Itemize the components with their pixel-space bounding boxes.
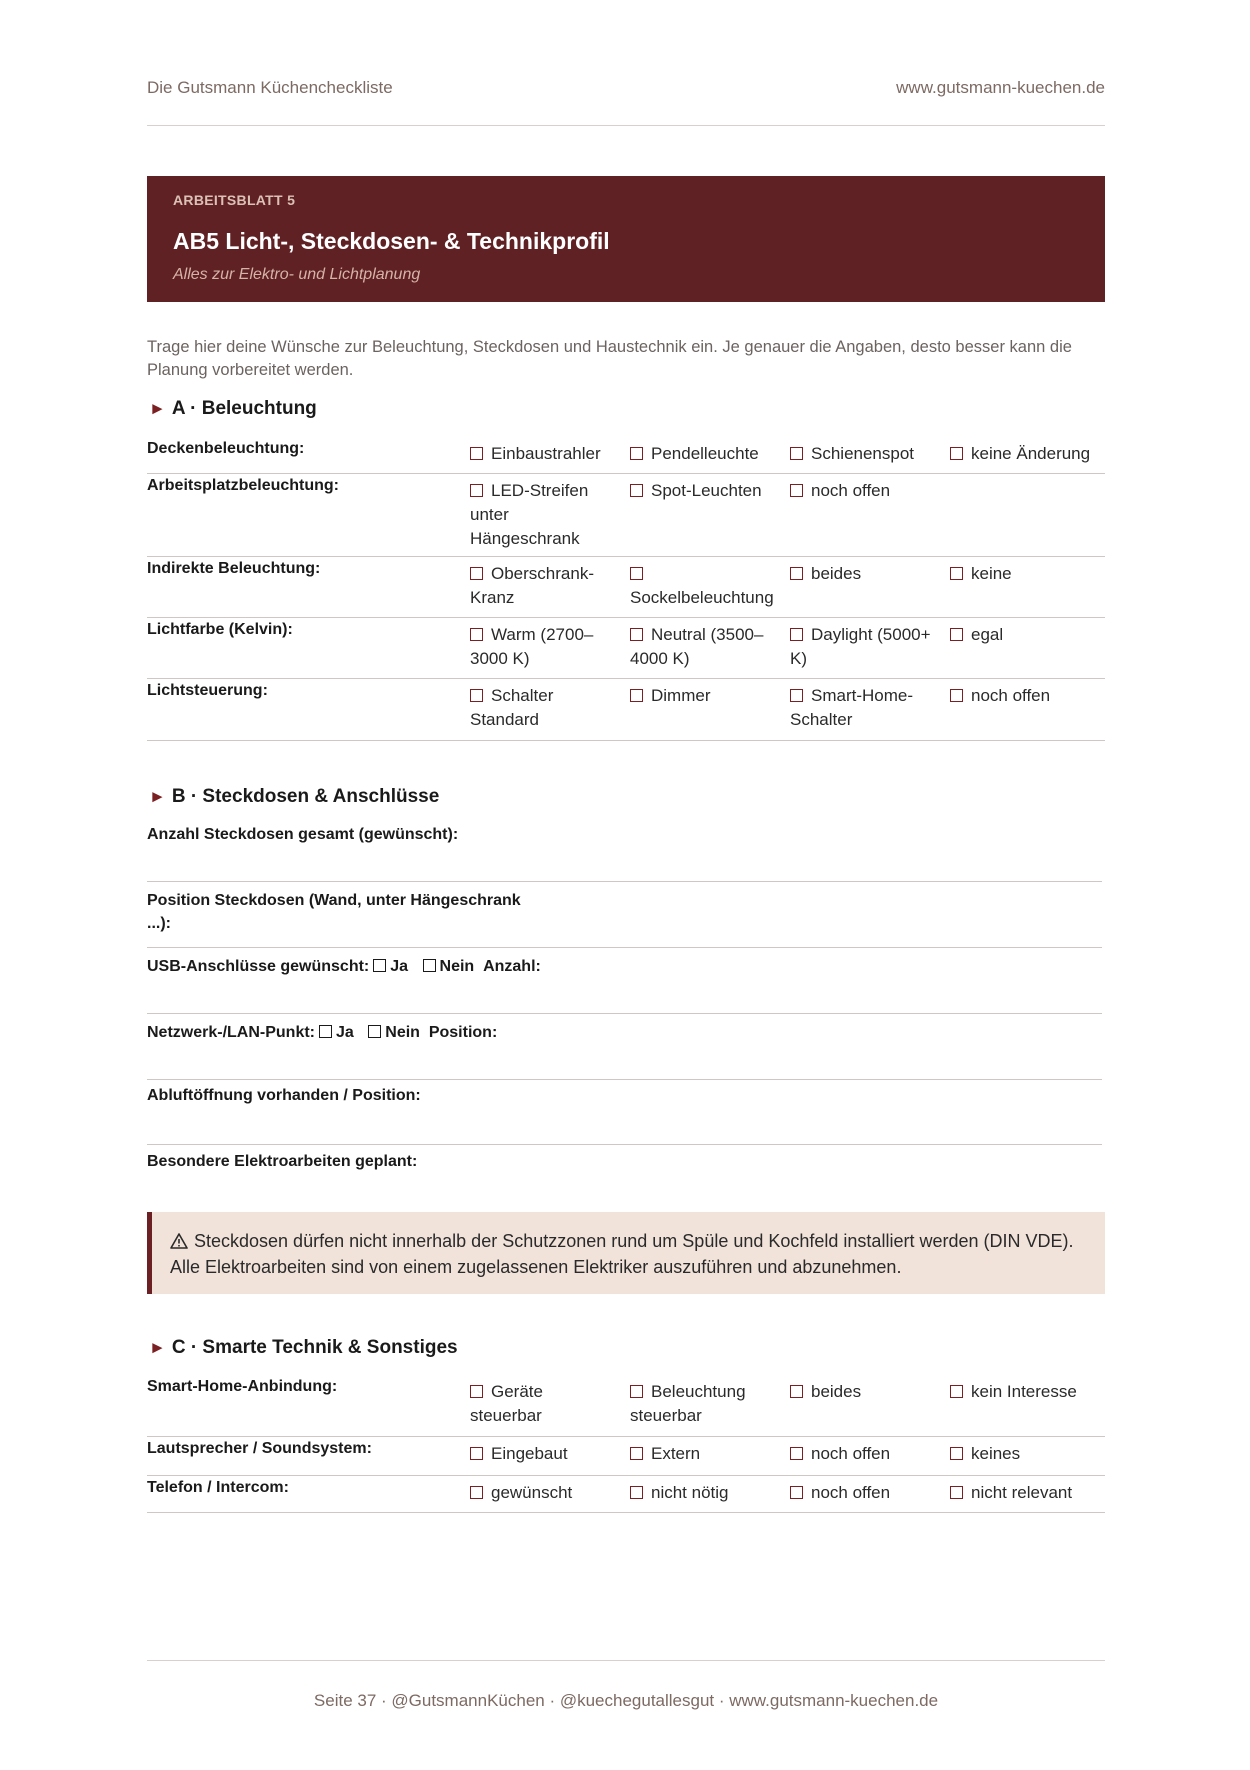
- checkbox-icon[interactable]: [319, 1025, 332, 1038]
- checkbox-icon[interactable]: [630, 447, 643, 460]
- checkbox-option[interactable]: nicht relevant: [950, 1481, 1100, 1505]
- checkbox-option[interactable]: noch offen: [790, 1442, 940, 1466]
- row-label: Smart-Home-Anbindung:: [147, 1378, 338, 1395]
- checkbox-icon[interactable]: [950, 689, 963, 702]
- checkbox-icon[interactable]: [790, 689, 803, 702]
- special-works-field[interactable]: [147, 1150, 1102, 1180]
- checkbox-option[interactable]: noch offen: [790, 1481, 940, 1505]
- checkbox-option[interactable]: noch offen: [790, 479, 940, 503]
- checkbox-icon[interactable]: [423, 959, 436, 972]
- checkbox-option[interactable]: Geräte steuerbar: [470, 1382, 543, 1425]
- section-marker-icon: ►: [149, 1338, 166, 1357]
- checkbox-icon[interactable]: [470, 1447, 483, 1460]
- checkbox-option[interactable]: gewünscht: [470, 1481, 620, 1505]
- section-marker-icon: ►: [149, 787, 166, 806]
- checkbox-icon[interactable]: [790, 484, 803, 497]
- checkbox-icon[interactable]: [470, 628, 483, 641]
- checkbox-icon[interactable]: [470, 1385, 483, 1398]
- checkbox-icon[interactable]: [630, 1447, 643, 1460]
- checkbox-option[interactable]: Beleuchtung steuerbar: [630, 1382, 746, 1425]
- page-footer: [147, 1660, 1105, 1710]
- row-label: Deckenbeleuchtung:: [147, 440, 305, 457]
- page-header: [147, 74, 1105, 126]
- field-label: Abluftöffnung vorhanden / Position:: [147, 1087, 421, 1104]
- intro-text: Trage hier deine Wünsche zur Beleuchtung, Steckdosen und Haustechnik ein. Je genauer die Angaben, desto besser kann die Planung vorbereitet werden.: [147, 338, 1072, 379]
- checkbox-icon[interactable]: [470, 689, 483, 702]
- footer-text: Seite 37 · @GutsmannKüchen · @kuechegutallesgut · www.gutsmann-kuechen.de: [313, 1691, 939, 1710]
- checkbox-icon[interactable]: [950, 628, 963, 641]
- website-link[interactable]: www.gutsmann-kuechen.de: [896, 78, 1105, 97]
- row-label: Lautsprecher / Soundsystem:: [147, 1440, 372, 1457]
- checkbox-option[interactable]: nicht nötig: [630, 1481, 780, 1505]
- safety-notice: [147, 1212, 1105, 1294]
- checkbox-icon[interactable]: [630, 1385, 643, 1398]
- lan-field[interactable]: [147, 1021, 1102, 1080]
- checkbox-icon[interactable]: [790, 447, 803, 460]
- row-label: Indirekte Beleuchtung:: [147, 560, 321, 577]
- row-label: Telefon / Intercom:: [147, 1479, 289, 1496]
- checkbox-icon[interactable]: [470, 567, 483, 580]
- checkbox-option[interactable]: Pendelleuchte: [630, 442, 780, 466]
- checkbox-option[interactable]: Smart-Home-Schalter: [790, 686, 914, 729]
- row-label: Lichtfarbe (Kelvin):: [147, 621, 293, 638]
- checkbox-option[interactable]: Sockelbeleuchtung: [630, 562, 780, 610]
- checkbox-icon[interactable]: [470, 1486, 483, 1499]
- checkbox-icon[interactable]: [470, 447, 483, 460]
- document-title: Die Gutsmann Küchencheckliste: [147, 78, 393, 97]
- checkbox-icon[interactable]: [950, 447, 963, 460]
- checkbox-icon[interactable]: [790, 1447, 803, 1460]
- section-a-title: ► A · Beleuchtung: [149, 398, 317, 419]
- checkbox-option[interactable]: Einbaustrahler: [470, 442, 620, 466]
- checkbox-icon[interactable]: [790, 1385, 803, 1398]
- worksheet-kicker: ARBEITSBLATT 5: [173, 192, 296, 208]
- checkbox-icon[interactable]: [630, 567, 643, 580]
- table-row: [147, 1375, 1105, 1437]
- checkbox-icon[interactable]: [630, 628, 643, 641]
- table-row: [147, 679, 1105, 741]
- checkbox-icon[interactable]: [950, 567, 963, 580]
- field-label: USB-Anschlüsse gewünscht: Ja Nein Anzahl:: [147, 958, 541, 975]
- table-row: [147, 557, 1105, 618]
- checkbox-icon[interactable]: [790, 1486, 803, 1499]
- checkbox-option[interactable]: Eingebaut: [470, 1442, 620, 1466]
- checkbox-option[interactable]: kein Interesse: [950, 1380, 1100, 1404]
- checkbox-option[interactable]: Neutral (3500–4000 K): [630, 625, 764, 668]
- checkbox-icon[interactable]: [373, 959, 386, 972]
- smart-tech-table: [147, 1375, 1105, 1513]
- checkbox-option[interactable]: egal: [950, 623, 1100, 647]
- field-label: Position Steckdosen (Wand, unter Hängeschrank ...):: [147, 892, 521, 932]
- lighting-table: [147, 437, 1105, 741]
- checkbox-option[interactable]: beides: [790, 562, 940, 586]
- row-label: Arbeitsplatzbeleuchtung:: [147, 477, 340, 494]
- checkbox-icon[interactable]: [950, 1385, 963, 1398]
- checkbox-option[interactable]: Warm (2700–3000 K): [470, 625, 594, 668]
- usb-field[interactable]: [147, 955, 1102, 1014]
- checkbox-option[interactable]: keine Änderung: [950, 442, 1100, 466]
- checkbox-option[interactable]: Dimmer: [630, 684, 780, 708]
- checkbox-option[interactable]: Schienenspot: [790, 442, 940, 466]
- checkbox-icon[interactable]: [630, 689, 643, 702]
- table-row: [147, 474, 1105, 557]
- checkbox-icon[interactable]: [368, 1025, 381, 1038]
- field-label: Besondere Elektroarbeiten geplant:: [147, 1153, 418, 1170]
- checkbox-option[interactable]: noch offen: [950, 684, 1100, 708]
- checkbox-icon[interactable]: [950, 1486, 963, 1499]
- socket-count-field[interactable]: [147, 823, 1102, 882]
- checkbox-option[interactable]: keine: [950, 562, 1100, 586]
- checkbox-option[interactable]: Oberschrank-Kranz: [470, 564, 594, 607]
- checkbox-icon[interactable]: [470, 484, 483, 497]
- checkbox-option[interactable]: Extern: [630, 1442, 780, 1466]
- checkbox-icon[interactable]: [790, 628, 803, 641]
- section-marker-icon: ►: [149, 399, 166, 418]
- checkbox-option[interactable]: keines: [950, 1442, 1100, 1466]
- table-row: [147, 618, 1105, 679]
- socket-position-field[interactable]: [147, 889, 1102, 948]
- worksheet-subtitle: Alles zur Elektro- und Lichtplanung: [173, 266, 421, 283]
- checkbox-option[interactable]: Schalter Standard: [470, 686, 554, 729]
- checkbox-icon[interactable]: [630, 1486, 643, 1499]
- checkbox-option[interactable]: Spot-Leuchten: [630, 479, 780, 503]
- table-row: [147, 1476, 1105, 1513]
- checkbox-option[interactable]: beides: [790, 1380, 940, 1404]
- table-row: [147, 1437, 1105, 1476]
- row-label: Lichtsteuerung:: [147, 682, 268, 699]
- field-label: Netzwerk-/LAN-Punkt: Ja Nein Position:: [147, 1024, 498, 1041]
- worksheet-banner: [147, 176, 1105, 302]
- exhaust-field[interactable]: [147, 1084, 1102, 1145]
- field-label: Anzahl Steckdosen gesamt (gewünscht):: [147, 826, 459, 843]
- checkbox-icon[interactable]: [790, 567, 803, 580]
- warning-icon: [170, 1233, 188, 1249]
- worksheet-title: AB5 Licht-, Steckdosen- & Technikprofil: [173, 228, 610, 254]
- section-b-title: ► B · Steckdosen & Anschlüsse: [149, 786, 440, 807]
- checkbox-option[interactable]: LED-Streifen unter Hängeschrank: [470, 481, 589, 548]
- checkbox-icon[interactable]: [630, 484, 643, 497]
- notice-text: Steckdosen dürfen nicht innerhalb der Schutzzonen rund um Spüle und Kochfeld installiert werden (DIN VDE). Alle Elektroarbeiten sind von einem zugelassenen Elektriker auszuführen und abzunehmen.: [170, 1231, 1074, 1277]
- section-c-title: ► C · Smarte Technik & Sonstiges: [149, 1337, 458, 1358]
- checkbox-icon[interactable]: [950, 1447, 963, 1460]
- table-row: [147, 437, 1105, 474]
- checkbox-option[interactable]: Daylight (5000+ K): [790, 625, 931, 668]
